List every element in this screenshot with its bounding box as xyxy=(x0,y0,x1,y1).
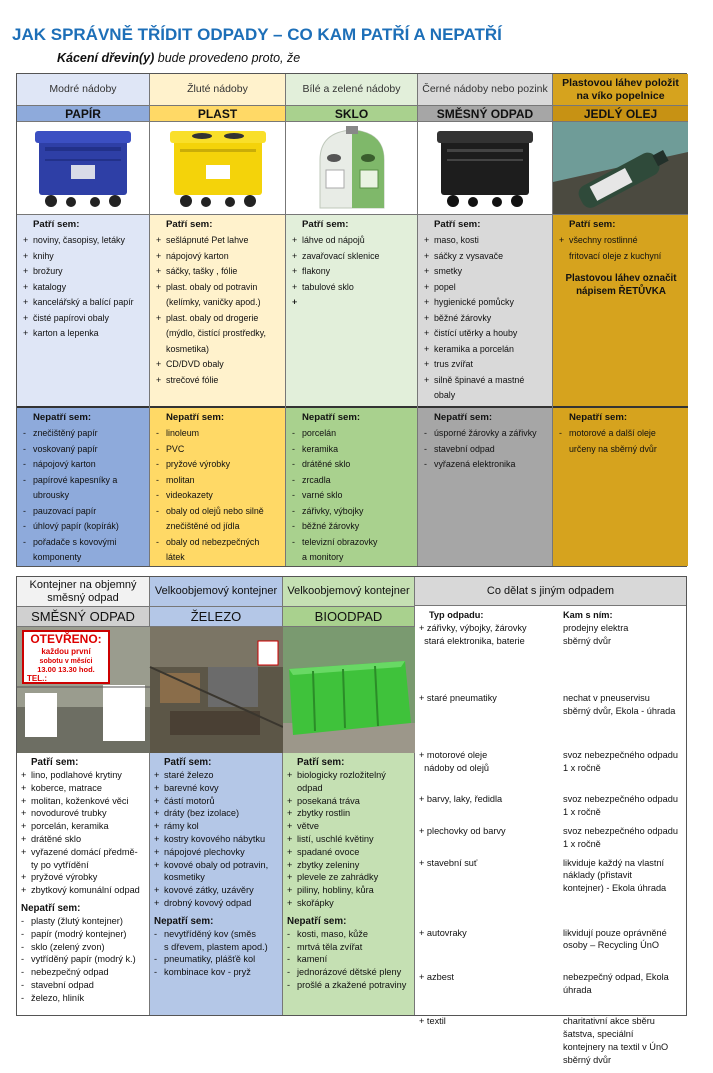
list-item: + sáčky z vysavače xyxy=(424,249,547,265)
list-item: + čistící utěrky a houby xyxy=(424,326,547,342)
waste-action-line: likvidují pouze oprávněné xyxy=(563,927,667,938)
blue-bin-icon xyxy=(17,122,149,214)
list-item: - úsporné žárovky a zářivky xyxy=(424,426,547,442)
list-item: + knihy xyxy=(23,249,144,265)
belongs-section xyxy=(286,214,417,406)
subtitle-bold: Kácení dřevin(y) xyxy=(57,51,155,65)
list-item: - molitan xyxy=(156,473,280,489)
belongs-list xyxy=(292,233,412,295)
column-band: SMĚSNÝ ODPAD xyxy=(418,105,552,122)
list-item: + popel xyxy=(424,280,547,296)
sign-text-line: TEL.: xyxy=(26,674,47,683)
page-subtitle xyxy=(57,51,300,65)
list-item: + částí motorů xyxy=(154,795,278,808)
list-item: fritovací oleje z kuchyní xyxy=(569,250,662,261)
sign-text-line: sobotu v měsíci xyxy=(39,658,92,665)
waste-type xyxy=(419,857,559,927)
list-item: + spadané ovoce xyxy=(287,846,410,859)
list-item: + silně špinavé a mastné xyxy=(424,373,547,389)
waste-action-line: svoz nebezpečného odpadu xyxy=(563,825,678,836)
column-band: SMĚSNÝ ODPAD xyxy=(17,606,149,627)
waste-type-line: nádoby od olejů xyxy=(419,762,489,773)
list-item: + strečové fólie xyxy=(156,373,280,389)
list-item: - drátěné sklo xyxy=(292,457,412,473)
list-item: - běžné žárovky xyxy=(292,519,412,535)
other-waste-row xyxy=(419,1015,682,1072)
waste-action-line: nechat v pneuservisu xyxy=(563,692,650,703)
list-item: (mýdlo, čistící prostředky, xyxy=(166,328,266,338)
list-item: + vyřazené domácí předmě- xyxy=(21,846,145,859)
waste-type-line: + zářivky, výbojky, žárovky xyxy=(419,622,527,633)
list-item: + zbytky rostlin xyxy=(287,807,410,820)
list-item: obaly xyxy=(434,390,456,400)
belongs-heading: Patří sem: xyxy=(297,757,345,768)
list-item: + piliny, hobliny, kůra xyxy=(287,884,410,897)
column-band: BIOODPAD xyxy=(283,606,414,627)
list-item: + koberce, matrace xyxy=(21,782,145,795)
list-item: - PVC xyxy=(156,442,280,458)
sorting-table-bottom xyxy=(16,576,687,1065)
list-item: + plast. obaly od drogerie xyxy=(156,311,280,327)
list-item: + flakony xyxy=(292,264,412,280)
list-item: + brožury xyxy=(23,264,144,280)
column-header: Modré nádoby xyxy=(17,74,149,105)
green-container-photo xyxy=(283,627,414,753)
list-item: - obaly od nebezpečných xyxy=(156,535,280,551)
waste-action-line: charitativní akce sběru xyxy=(563,1016,655,1027)
waste-type xyxy=(419,825,559,857)
waste-action xyxy=(559,622,682,692)
other-waste-row xyxy=(419,692,682,749)
list-item: + biologicky rozložitelný xyxy=(287,769,410,782)
list-item: + zbytkový komunální odpad xyxy=(21,884,145,897)
waste-type-line: + barvy, laky, ředidla xyxy=(419,794,503,805)
belongs-heading: Patří sem: xyxy=(302,219,349,230)
notbelongs-list xyxy=(424,426,547,473)
sign-text-line: každou první xyxy=(40,647,91,656)
notbelongs-list xyxy=(287,928,410,992)
column-bulky-mixed xyxy=(17,577,150,1015)
notbelongs-list xyxy=(559,426,683,457)
list-item: + lino, podlahové krytiny xyxy=(21,769,145,782)
list-item: - vytříděný papír (modrý k.) xyxy=(21,953,145,966)
list-item: + porcelán, keramika xyxy=(21,820,145,833)
waste-action-line: sběrný dvůr, Ekola - úhrada xyxy=(563,705,676,716)
list-item: + drobný kovový odpad xyxy=(154,897,278,910)
list-item: + novodurové trubky xyxy=(21,807,145,820)
waste-action-line: 1 x ročně xyxy=(563,807,601,818)
list-item: - znečištěný papír xyxy=(23,426,144,442)
waste-type xyxy=(419,1015,559,1072)
list-item: + CD/DVD obaly xyxy=(156,357,280,373)
column-band: JEDLÝ OLEJ xyxy=(553,105,688,122)
waste-action-line: likviduje každý na vlastní xyxy=(563,857,665,868)
list-item: kosmetika) xyxy=(166,343,209,354)
belongs-section xyxy=(17,214,149,406)
column-mixed xyxy=(418,74,553,566)
list-item: + smetky xyxy=(424,264,547,280)
column-header: Velkoobjemový kontejner xyxy=(150,577,282,606)
column-paper xyxy=(17,74,150,566)
notbelongs-list xyxy=(156,426,280,566)
subtitle-rest: bude provedeno proto, že xyxy=(154,51,301,65)
list-item: + noviny, časopisy, letáky xyxy=(23,233,144,249)
notbelongs-section xyxy=(286,406,417,566)
other-waste-row xyxy=(419,825,682,857)
belongs-heading: Patří sem: xyxy=(434,219,481,230)
waste-action-line: prodejny elektra xyxy=(563,622,629,633)
belongs-section xyxy=(553,214,688,406)
list-item: - pneumatiky, plášťě kol xyxy=(154,953,278,966)
list-item: - mrtvá těla zvířat xyxy=(287,941,410,954)
list-item: + dráty (bez izolace) xyxy=(154,807,278,820)
other-waste-row xyxy=(419,749,682,793)
oil-note: Plastovou láhev označit nápisem ŘETŮVKA xyxy=(565,273,677,298)
waste-type xyxy=(419,692,559,749)
waste-action-line: kontejnery na textil v ÚnO xyxy=(563,1041,669,1052)
notbelongs-section xyxy=(150,406,285,566)
waste-action-line: sběrný dvůr xyxy=(563,635,612,646)
list-item: + listí, uschlé květiny xyxy=(287,833,410,846)
waste-action-line: úhrada xyxy=(563,984,592,995)
col-action-heading: Kam s ním: xyxy=(563,610,613,620)
list-item: a monitory xyxy=(302,552,344,562)
list-item: - železo, hliník xyxy=(21,992,145,1005)
list-item: - kamení xyxy=(287,953,410,966)
bulky-waste-photo xyxy=(17,627,149,753)
list-item: + běžné žárovky xyxy=(424,311,547,327)
list-item: ubrousky xyxy=(33,490,70,500)
list-item: + sáčky, tašky , fólie xyxy=(156,264,280,280)
waste-type-line: + textil xyxy=(419,1016,446,1027)
list-item: - stavební odpad xyxy=(424,442,547,458)
column-band: PAPÍR xyxy=(17,105,149,122)
waste-action xyxy=(559,857,682,927)
list-item: + větve xyxy=(287,820,410,833)
notbelongs-heading: Nepatří sem: xyxy=(21,902,81,914)
list-item: + čisté papírovi obaly xyxy=(23,311,144,327)
other-waste-table-head xyxy=(419,609,682,622)
list-item: + keramika a porcelán xyxy=(424,342,547,358)
column-band: SKLO xyxy=(286,105,417,122)
bio-body xyxy=(283,753,414,1015)
list-item: - úhlový papír (kopírák) xyxy=(23,519,144,535)
list-item: - prošlé a zkažené potraviny xyxy=(287,979,410,992)
notbelongs-list xyxy=(23,426,144,566)
notbelongs-heading: Nepatří sem: xyxy=(569,412,628,423)
column-header: Bílé a zelené nádoby xyxy=(286,74,417,105)
waste-type-line: + autovraky xyxy=(419,927,467,938)
waste-action-line: sběrný dvůr xyxy=(563,1054,612,1065)
column-header: Černé nádoby nebo pozink xyxy=(418,74,552,105)
list-item: ty po vytřídění xyxy=(31,859,89,870)
iron-body xyxy=(150,753,282,1015)
belongs-list xyxy=(23,233,144,342)
waste-action xyxy=(559,692,682,749)
column-glass xyxy=(286,74,418,566)
list-item: + nápojové plechovky xyxy=(154,846,278,859)
list-item: - televizní obrazovky xyxy=(292,535,412,551)
waste-type xyxy=(419,749,559,793)
page-title: JAK SPRÁVNĚ TŘÍDIT ODPADY – CO KAM PATŘÍ A NEPATŘÍ xyxy=(12,25,502,44)
list-item: + sešlápnuté Pet lahve xyxy=(156,233,280,249)
list-item: + hygienické pomůcky xyxy=(424,295,547,311)
column-bio xyxy=(283,577,415,1015)
waste-type-line: + plechovky od barvy xyxy=(419,825,506,836)
waste-action-line: 1 x ročně xyxy=(563,838,601,849)
sign-text-line: OTEVŘENO: xyxy=(29,632,102,646)
list-item: s dřevem, plastem apod.) xyxy=(164,941,268,952)
notbelongs-heading: Nepatří sem: xyxy=(287,915,347,927)
belongs-list xyxy=(287,769,410,910)
list-item: odpad xyxy=(297,782,323,793)
list-item: látek xyxy=(166,552,185,562)
column-header: Žluté nádoby xyxy=(150,74,285,105)
list-item: - jednorázové dětské pleny xyxy=(287,966,410,979)
notbelongs-heading: Nepatří sem: xyxy=(302,412,361,423)
list-item: - nevytříděný kov (směs xyxy=(154,928,278,941)
list-item: určeny na sběrný dvůr xyxy=(569,443,657,454)
belongs-list xyxy=(559,233,683,264)
column-header: Kontejner na objemný směsný odpad xyxy=(17,577,149,606)
black-bin-icon xyxy=(418,122,552,214)
waste-action-line: náklady (přistavit xyxy=(563,870,632,881)
waste-type xyxy=(419,927,559,971)
list-item: - videokazety xyxy=(156,488,280,504)
waste-type-line: + staré pneumatiky xyxy=(419,692,497,703)
list-item: + barevné kovy xyxy=(154,782,278,795)
list-item: + staré železo xyxy=(154,769,278,782)
belongs-heading: Patří sem: xyxy=(33,219,80,230)
list-item: - papír (modrý kontejner) xyxy=(21,928,145,941)
list-item: - nápojový karton xyxy=(23,457,144,473)
notbelongs-section xyxy=(17,406,149,566)
notbelongs-list xyxy=(154,928,278,979)
list-item: + zbytky zeleniny xyxy=(287,859,410,872)
list-item: - pořadače s kovovými xyxy=(23,535,144,551)
other-waste-rows xyxy=(419,622,682,1073)
waste-action xyxy=(559,825,682,857)
list-item: kosmetiky xyxy=(164,872,205,883)
list-item: + plast. obaly od potravin xyxy=(156,280,280,296)
belongs-heading: Patří sem: xyxy=(166,219,213,230)
other-waste-header: Co dělat s jiným odpadem xyxy=(415,577,686,606)
waste-action xyxy=(559,749,682,793)
list-item: - vyřazená elektronika xyxy=(424,457,547,473)
waste-type xyxy=(419,793,559,825)
notbelongs-heading: Nepatří sem: xyxy=(33,412,92,423)
waste-action xyxy=(559,971,682,1015)
list-item: + všechny rostlinné xyxy=(559,233,683,249)
list-item: - varné sklo xyxy=(292,488,412,504)
column-oil xyxy=(553,74,688,566)
other-waste-row xyxy=(419,622,682,692)
list-item: + kovové zátky, uzávěry xyxy=(154,884,278,897)
list-item: - zrcadla xyxy=(292,473,412,489)
list-item: znečištěné od jídla xyxy=(166,521,240,531)
list-item: + kostry kovového nábytku xyxy=(154,833,278,846)
waste-action-line: svoz nebezpečného odpadu xyxy=(563,794,678,805)
col-type-heading: Typ odpadu: xyxy=(429,610,484,620)
belongs-section xyxy=(150,214,285,406)
waste-type-line: + stavební suť xyxy=(419,857,478,868)
belongs-list xyxy=(424,233,547,404)
belongs-heading: Patří sem: xyxy=(164,757,212,768)
waste-action-line: šatstva, speciální xyxy=(563,1029,634,1040)
other-waste-panel xyxy=(415,577,686,1065)
list-item: - linoleum xyxy=(156,426,280,442)
list-item: + karton a lepenka xyxy=(23,326,144,342)
yellow-bin-icon xyxy=(150,122,285,214)
notbelongs-section xyxy=(418,406,552,566)
list-item: + trus zvířat xyxy=(424,357,547,373)
list-item: + plevele ze zahrádky xyxy=(287,871,410,884)
list-item: - zářivky, výbojky xyxy=(292,504,412,520)
oil-bottle-icon xyxy=(553,122,688,214)
sorting-table-top xyxy=(16,73,687,567)
list-item: - motorové a další oleje xyxy=(559,426,683,442)
belongs-section xyxy=(418,214,552,406)
waste-action-line: osoby – Recycling ÚnO xyxy=(563,940,660,951)
list-item: - pryžové výrobky xyxy=(156,457,280,473)
column-band: PLAST xyxy=(150,105,285,122)
list-item: + skořápky xyxy=(287,897,410,910)
list-item: + maso, kosti xyxy=(424,233,547,249)
list-item: - keramika xyxy=(292,442,412,458)
list-item: + tabulové sklo xyxy=(292,280,412,296)
list-item: + kovové obaly od potravin, xyxy=(154,859,278,872)
list-item: + drátěné sklo xyxy=(21,833,145,846)
list-item: komponenty xyxy=(33,552,82,562)
column-plastic xyxy=(150,74,286,566)
waste-action-line: kontejner) - Ekola úhrada xyxy=(563,883,667,894)
waste-action xyxy=(559,793,682,825)
waste-type-line: + azbest xyxy=(419,971,454,982)
bulky-body xyxy=(17,753,149,1015)
waste-action-line: svoz nebezpečného odpadu xyxy=(563,749,678,760)
list-item: - stavební odpad xyxy=(21,979,145,992)
waste-type xyxy=(419,971,559,1015)
waste-type xyxy=(419,622,559,692)
belongs-list xyxy=(21,769,145,897)
list-item: - pauzovací papír xyxy=(23,504,144,520)
other-waste-row xyxy=(419,927,682,971)
list-item: - papírové kapesníky a xyxy=(23,473,144,489)
notbelongs-heading: Nepatří sem: xyxy=(166,412,225,423)
list-item: + láhve od nápojů xyxy=(292,233,412,249)
notbelongs-list xyxy=(21,915,145,1005)
waste-action xyxy=(559,1015,682,1072)
other-waste-row xyxy=(419,793,682,825)
belongs-heading: Patří sem: xyxy=(569,219,616,230)
list-item: + posekaná tráva xyxy=(287,795,410,808)
list-item: + molitan, koženkové věci xyxy=(21,795,145,808)
waste-type-line: + motorové oleje xyxy=(419,749,488,760)
notbelongs-section xyxy=(553,406,688,566)
list-item: + pryžové výrobky xyxy=(21,871,145,884)
column-header: Plastovou láhev položit na víko popelnice xyxy=(553,74,688,105)
list-item: + nápojový karton xyxy=(156,249,280,265)
belongs-list xyxy=(156,233,280,388)
list-item: - nebezpečný odpad xyxy=(21,966,145,979)
list-item: + zavařovací sklenice xyxy=(292,249,412,265)
list-item: - obaly od olejů nebo silně xyxy=(156,504,280,520)
list-item: - porcelán xyxy=(292,426,412,442)
waste-action-line: nebezpečný odpad, Ekola xyxy=(563,971,669,982)
list-item: - voskovaný papír xyxy=(23,442,144,458)
notbelongs-list xyxy=(292,426,412,566)
other-waste-row xyxy=(419,971,682,1015)
list-item: - plasty (žlutý kontejner) xyxy=(21,915,145,928)
list-item: + katalogy xyxy=(23,280,144,296)
waste-action xyxy=(559,927,682,971)
glass-bell-icon xyxy=(286,122,417,214)
list-item: - kosti, maso, kůže xyxy=(287,928,410,941)
other-waste-table xyxy=(415,606,686,1065)
column-iron xyxy=(150,577,283,1015)
list-item: - sklo (zelený zvon) xyxy=(21,941,145,954)
column-header: Velkoobjemový kontejner xyxy=(283,577,414,606)
list-item: (kelímky, vaničky apod.) xyxy=(166,297,261,307)
belongs-heading: Patří sem: xyxy=(31,757,79,768)
notbelongs-heading: Nepatří sem: xyxy=(434,412,493,423)
sign-text-line: 13.00 13.30 hod. xyxy=(36,665,95,674)
waste-action-line: 1 x ročně xyxy=(563,762,601,773)
notbelongs-heading: Nepatří sem: xyxy=(154,915,214,927)
list-item: - kombinace kov - pryž xyxy=(154,966,278,979)
column-band: ŽELEZO xyxy=(150,606,282,627)
waste-type-line: stará elektronika, baterie xyxy=(419,635,525,646)
belongs-list xyxy=(154,769,278,910)
list-item: + rámy kol xyxy=(154,820,278,833)
list-item: + kancelářský a balící papír xyxy=(23,295,144,311)
scrap-metal-photo xyxy=(150,627,282,753)
other-waste-row xyxy=(419,857,682,927)
